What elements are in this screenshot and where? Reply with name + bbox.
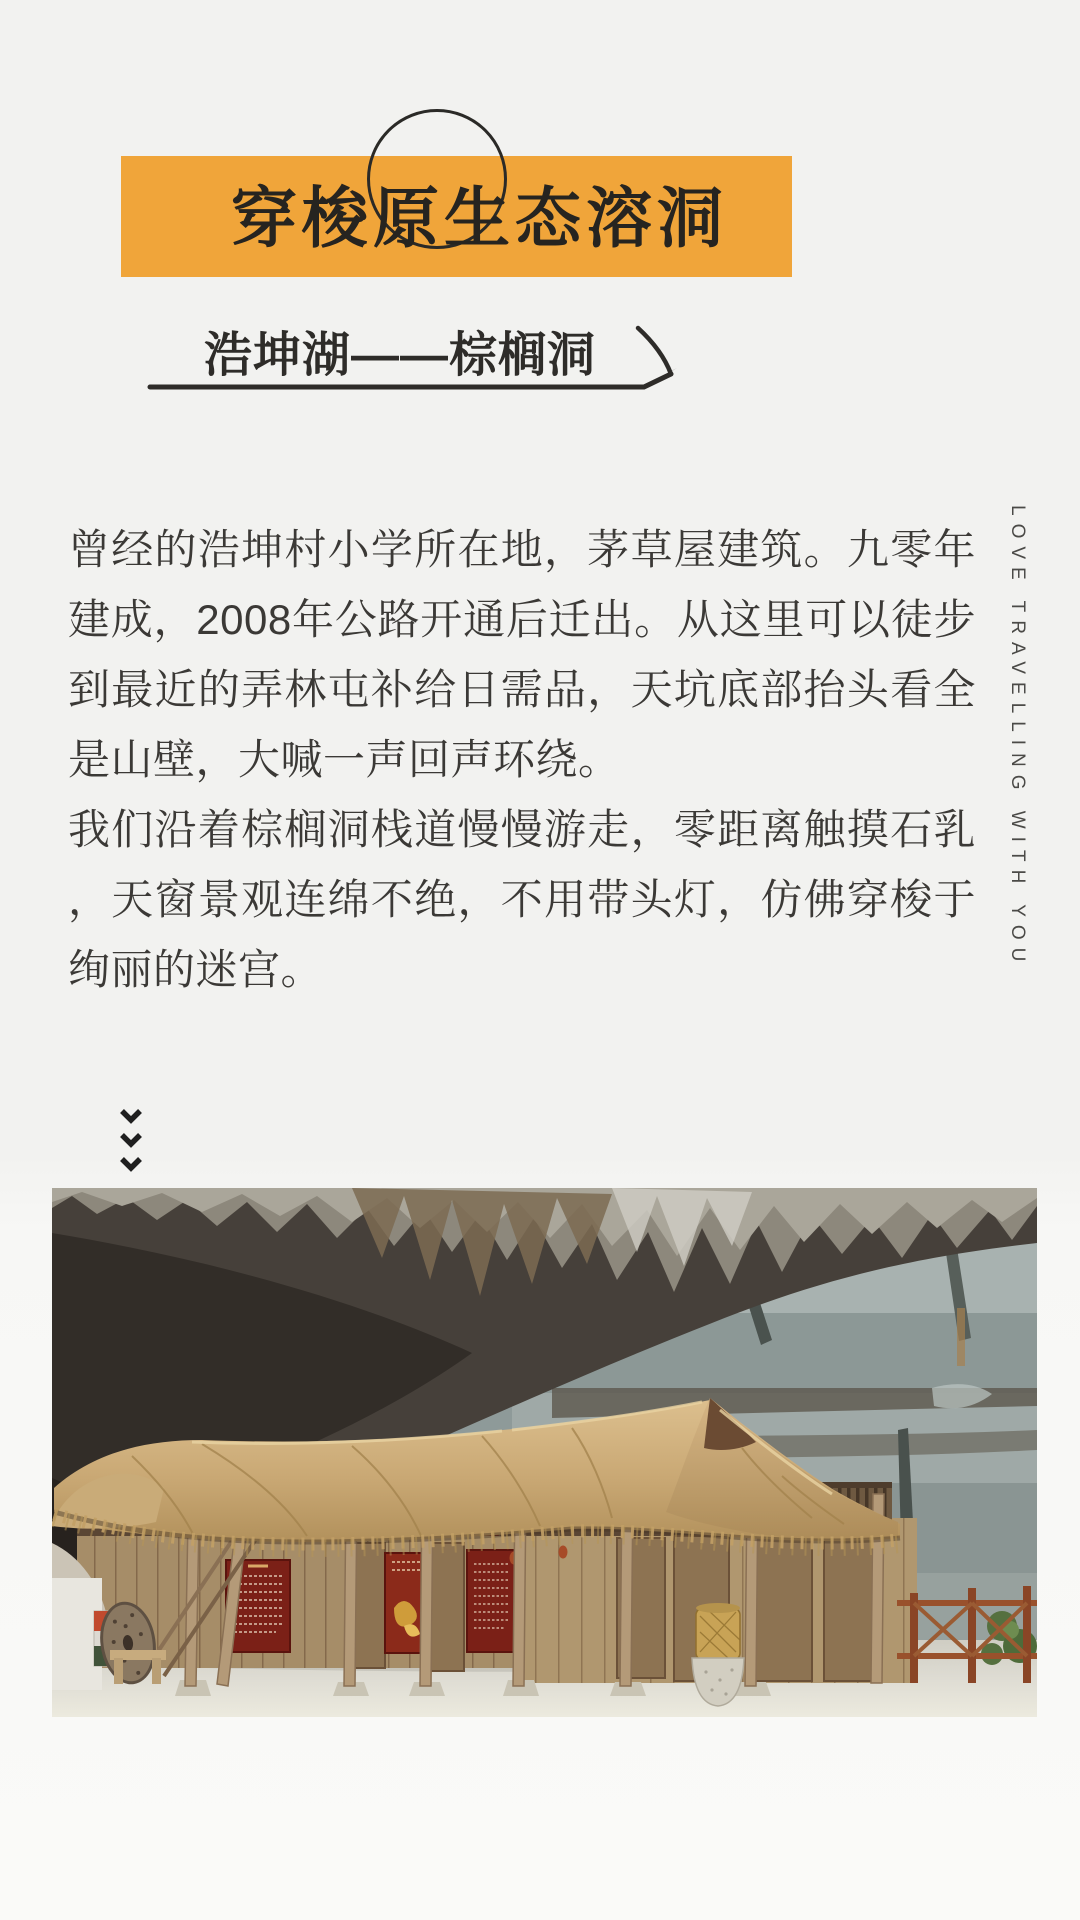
paragraph-history: 曾经的浩坤村小学所在地，茅草屋建筑。九零年建成，2008年公路开通后迁出。从这里可以徒步到最近的弄林屯补给日需品，天坑底部抬头看全是山壁，大喊一声回声环绕。	[68, 526, 976, 783]
paragraph-cave-walk: 我们沿着棕榈洞栈道慢慢游走，零距离触摸石乳，天窗景观连绵不绝，不用带头灯，仿佛穿梭于绚丽的迷宫。	[68, 806, 976, 993]
photo-illustration	[52, 1188, 1037, 1717]
page-subtitle: 浩坤湖——棕榈洞	[204, 329, 597, 382]
triple-chevron-down-icon	[118, 1108, 144, 1178]
underline-arrow-swoosh	[146, 316, 686, 396]
photo-thatched-schoolhouse	[52, 1188, 1037, 1717]
page-title: 穿梭原生态溶洞	[231, 181, 728, 255]
vertical-tagline: LOVE TRAVELLING WITH YOU	[1007, 505, 1028, 970]
stone-vase	[692, 1603, 744, 1706]
description-text	[68, 515, 976, 1005]
